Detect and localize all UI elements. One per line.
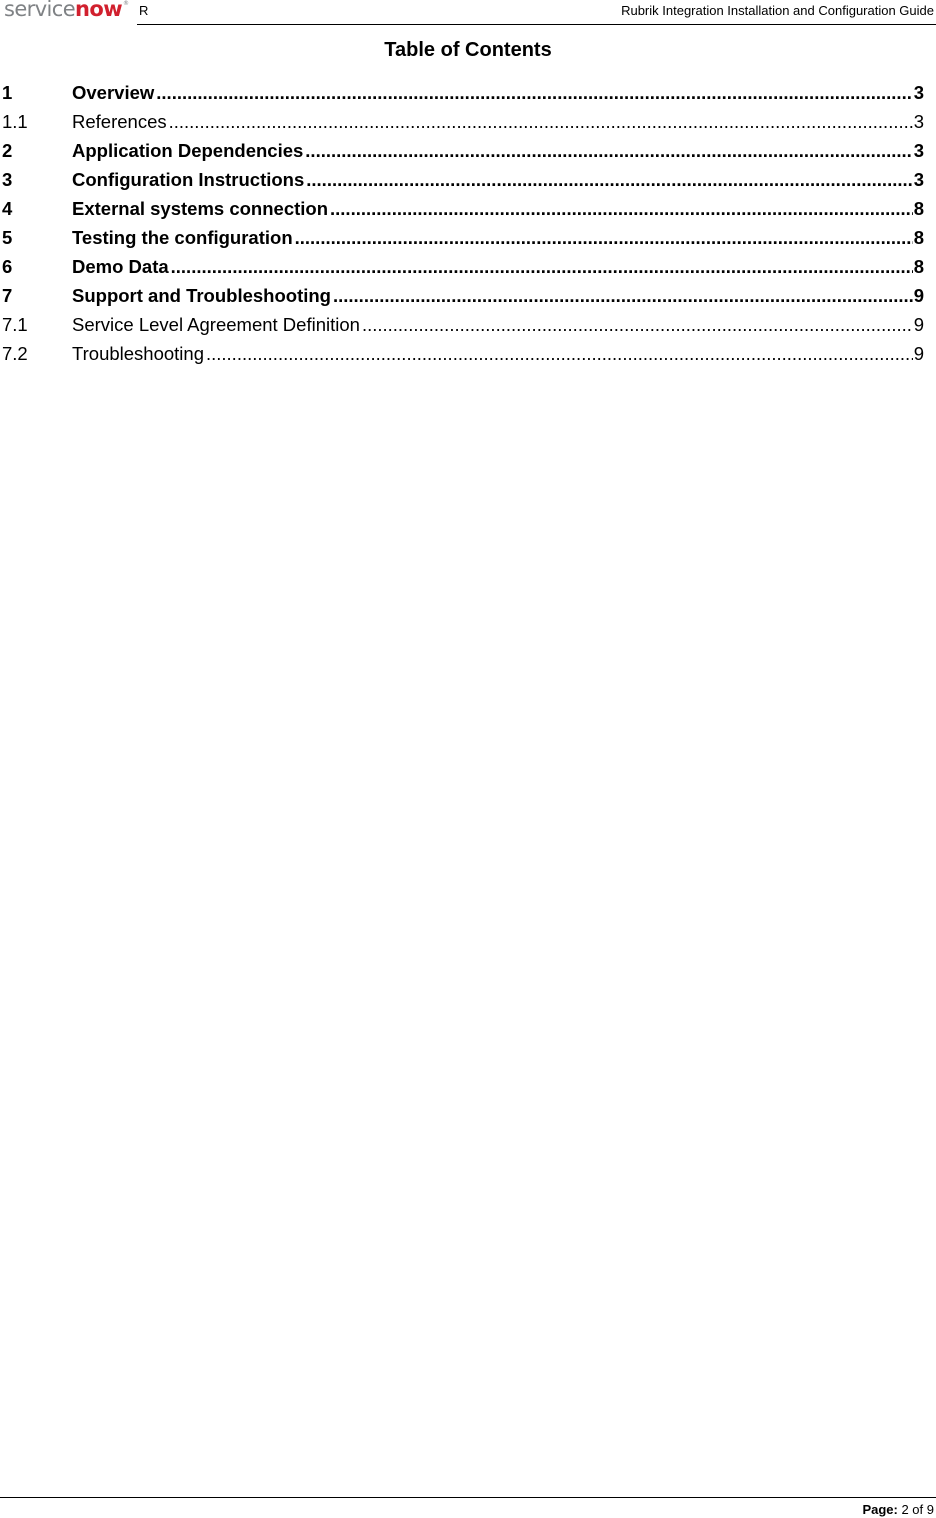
toc-entry-number: 5 <box>2 227 13 248</box>
toc-entry-number: 3 <box>2 169 13 190</box>
toc-entry[interactable] <box>2 198 924 227</box>
servicenow-logo <box>4 0 128 21</box>
toc-entry-title: Demo Data <box>72 256 169 277</box>
toc-entry-number: 2 <box>2 140 13 161</box>
toc-entry-number: 7 <box>2 285 13 306</box>
toc-entry-page: 8 <box>913 256 924 277</box>
document-title: Rubrik Integration Installation and Configuration Guide <box>621 3 934 18</box>
toc-entry-title: Support and Troubleshooting <box>72 285 331 306</box>
toc-entry[interactable] <box>2 82 924 111</box>
toc-entry-page: 3 <box>913 169 924 190</box>
toc-dot-leader <box>306 169 912 191</box>
toc-entry-number: 7.2 <box>2 343 28 364</box>
toc-entry-title: Configuration Instructions <box>72 169 305 190</box>
toc-entry[interactable] <box>2 227 924 256</box>
toc-entry[interactable] <box>2 111 924 140</box>
page-label: Page: <box>862 1502 898 1517</box>
toc-title: Table of Contents <box>384 39 552 61</box>
toc-dot-leader <box>295 227 913 249</box>
toc-entry[interactable] <box>2 169 924 198</box>
header-divider <box>137 24 936 25</box>
toc-entry-title: References <box>72 111 167 132</box>
toc-entry-title: External systems connection <box>72 198 329 219</box>
toc-dot-leader <box>169 111 913 133</box>
toc-entry-page: 3 <box>913 111 924 132</box>
toc-entry-page: 9 <box>913 314 924 335</box>
toc-entry-page: 8 <box>913 198 924 219</box>
toc-entry-page: 9 <box>913 285 924 306</box>
toc-entry-number: 4 <box>2 198 13 219</box>
toc-entry-page: 3 <box>913 82 924 103</box>
toc-entry-title: Application Dependencies <box>72 140 304 161</box>
toc-dot-leader <box>206 343 913 365</box>
toc-entry-number: 1.1 <box>2 111 28 132</box>
toc-entry[interactable] <box>2 314 924 343</box>
logo-registered-mark: ® <box>123 0 129 7</box>
toc-entry-page: 3 <box>913 140 924 161</box>
logo-text-now: now <box>75 0 123 21</box>
toc-entry-page: 8 <box>913 227 924 248</box>
toc-entry[interactable] <box>2 256 924 285</box>
header-left-text: R <box>139 3 149 18</box>
page-number: 2 of 9 <box>901 1502 934 1517</box>
toc-entry-title: Testing the configuration <box>72 227 293 248</box>
toc-dot-leader <box>171 256 913 278</box>
toc-entry-title: Troubleshooting <box>72 343 204 364</box>
toc-dot-leader <box>362 314 913 336</box>
toc-entry-title: Service Level Agreement Definition <box>72 314 360 335</box>
toc-dot-leader <box>330 198 913 220</box>
logo-text-service: service <box>4 0 76 21</box>
toc-dot-leader <box>156 82 912 104</box>
toc-entry-page: 9 <box>913 343 924 364</box>
page-footer <box>862 1502 934 1517</box>
toc-entry[interactable] <box>2 343 924 372</box>
toc-entry-number: 1 <box>2 82 13 103</box>
toc-entry[interactable] <box>2 285 924 314</box>
toc-dot-leader <box>333 285 913 307</box>
toc-entry-title: Overview <box>72 82 155 103</box>
toc-entry-number: 6 <box>2 256 13 277</box>
page-header <box>0 0 936 26</box>
footer-divider <box>0 1497 936 1498</box>
toc-entry[interactable] <box>2 140 924 169</box>
toc-dot-leader <box>305 140 912 162</box>
toc-entry-number: 7.1 <box>2 314 28 335</box>
table-of-contents <box>2 82 924 372</box>
